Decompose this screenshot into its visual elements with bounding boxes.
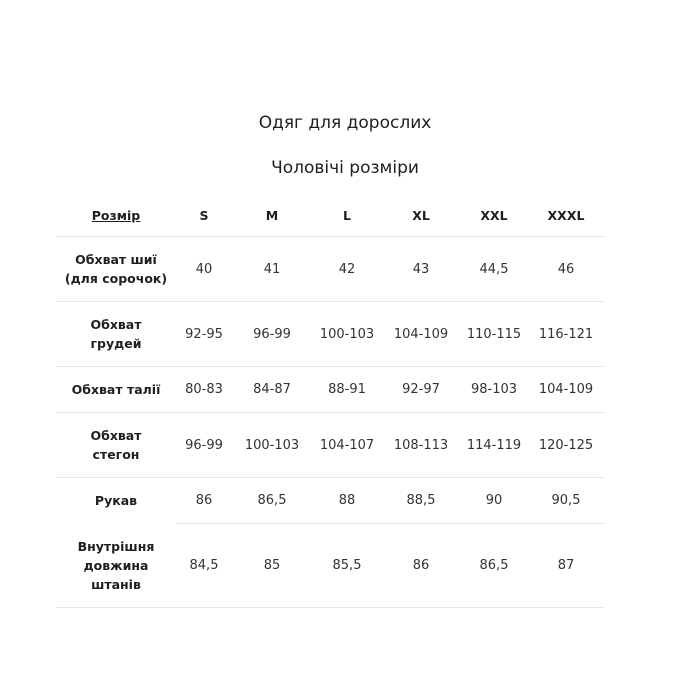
- table-cell: 98-103: [460, 367, 528, 413]
- size-header-l: L: [312, 194, 382, 237]
- table-row-inseam: [56, 524, 604, 608]
- row-label-line: Рукав: [94, 493, 138, 508]
- row-label-line: довжина: [83, 558, 149, 573]
- page-title: Одяг для дорослих: [258, 113, 432, 133]
- row-label-line: Обхват: [90, 428, 142, 443]
- row-label-line: (для сорочок): [64, 271, 168, 286]
- table-cell: 40: [176, 237, 232, 302]
- size-header-xl: XL: [382, 194, 460, 237]
- row-label-waist: [56, 367, 176, 413]
- row-label-chest: [56, 302, 176, 367]
- row-label-line: Обхват талії: [71, 382, 161, 397]
- row-label-line: Обхват шиї: [75, 252, 157, 267]
- table-header-row: [56, 194, 604, 237]
- table-cell: 120-125: [528, 413, 604, 478]
- row-label-inseam: [56, 524, 176, 608]
- table-cell: 86: [382, 524, 460, 608]
- table-cell: 85,5: [312, 524, 382, 608]
- table-cell: 46: [528, 237, 604, 302]
- section-subtitle: Чоловічі розміри: [271, 158, 419, 178]
- row-label-line: Внутрішня: [77, 539, 155, 554]
- row-label-line: стегон: [92, 447, 140, 462]
- table-row-hips: [56, 413, 604, 478]
- table-cell: 104-109: [382, 302, 460, 367]
- row-label-neck: [56, 237, 176, 302]
- table-cell: 43: [382, 237, 460, 302]
- table-cell: 86,5: [460, 524, 528, 608]
- table-cell: 42: [312, 237, 382, 302]
- table-cell: 96-99: [176, 413, 232, 478]
- table-cell: 92-95: [176, 302, 232, 367]
- table-cell: 84-87: [232, 367, 312, 413]
- table-cell: 110-115: [460, 302, 528, 367]
- table-cell: 41: [232, 237, 312, 302]
- row-label-hips: [56, 413, 176, 478]
- table-cell: 86,5: [232, 478, 312, 524]
- table-row-waist: [56, 367, 604, 413]
- row-label-line: Обхват: [90, 317, 142, 332]
- table-cell: 92-97: [382, 367, 460, 413]
- row-label-line: грудей: [90, 336, 142, 351]
- size-header-xxxl: XXXL: [528, 194, 604, 237]
- table-cell: 104-107: [312, 413, 382, 478]
- size-chart-table: [56, 194, 604, 608]
- table-cell: 86: [176, 478, 232, 524]
- table-cell: 80-83: [176, 367, 232, 413]
- table-cell: 90: [460, 478, 528, 524]
- row-label-line: штанів: [91, 577, 141, 592]
- size-header-m: M: [232, 194, 312, 237]
- table-cell: 104-109: [528, 367, 604, 413]
- table-cell: 88: [312, 478, 382, 524]
- row-label-sleeve: [56, 478, 176, 524]
- size-header-xxl: XXL: [460, 194, 528, 237]
- table-cell: 108-113: [382, 413, 460, 478]
- table-row-neck: [56, 237, 604, 302]
- table-cell: 88-91: [312, 367, 382, 413]
- size-guide-link[interactable]: Розмір: [56, 194, 176, 237]
- table-row-sleeve: [56, 478, 604, 524]
- table-cell: 84,5: [176, 524, 232, 608]
- table-cell: 116-121: [528, 302, 604, 367]
- table-cell: 96-99: [232, 302, 312, 367]
- table-cell: 88,5: [382, 478, 460, 524]
- table-cell: 87: [528, 524, 604, 608]
- table-cell: 100-103: [232, 413, 312, 478]
- table-cell: 44,5: [460, 237, 528, 302]
- table-cell: 100-103: [312, 302, 382, 367]
- table-cell: 85: [232, 524, 312, 608]
- table-row-chest: [56, 302, 604, 367]
- size-header-s: S: [176, 194, 232, 237]
- table-cell: 90,5: [528, 478, 604, 524]
- table-cell: 114-119: [460, 413, 528, 478]
